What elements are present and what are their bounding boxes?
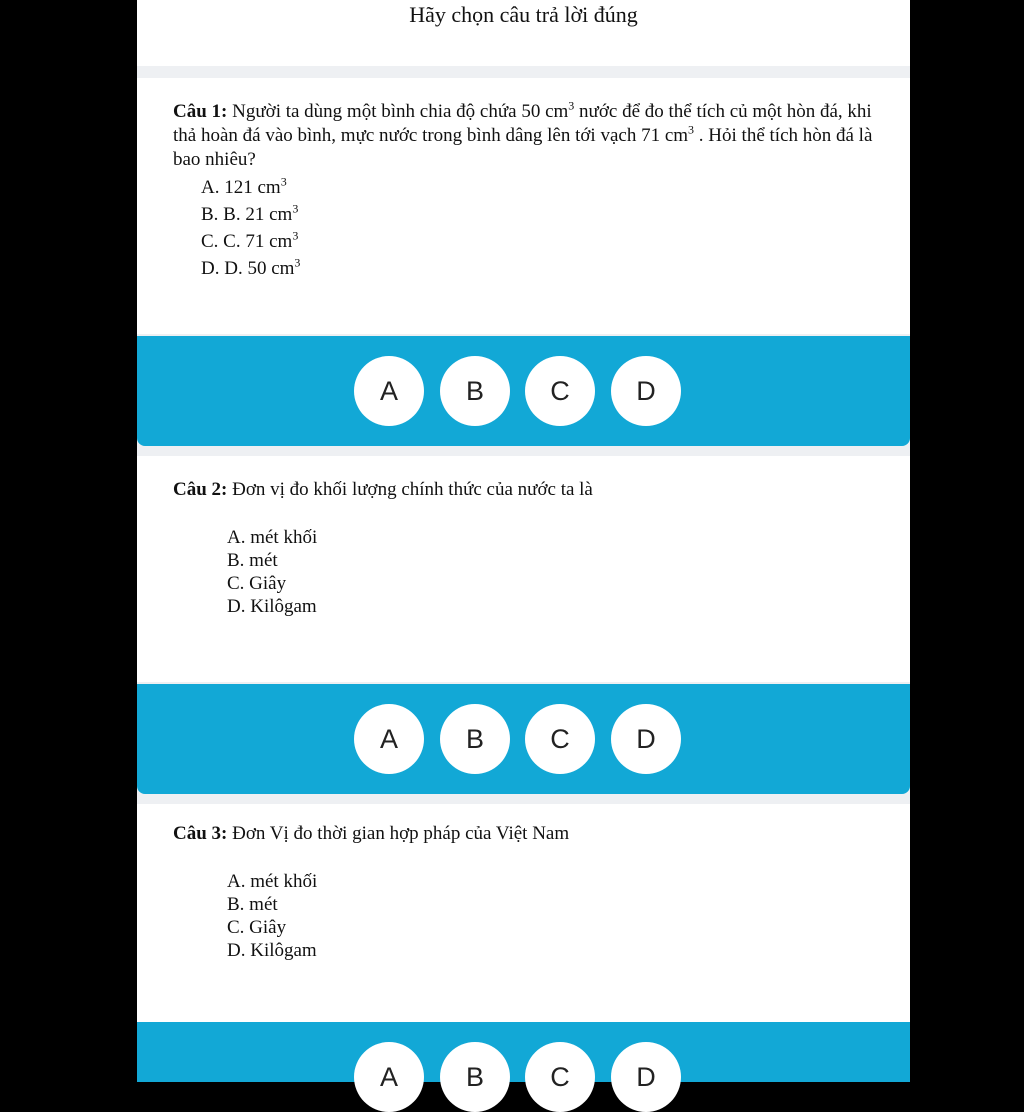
answer-b-button[interactable]: B [440, 704, 510, 774]
question-1-label: Câu 1: [173, 101, 228, 122]
option-item: C. Giây [227, 573, 287, 594]
option-item: D. Kilôgam [227, 940, 317, 961]
option-item: A. mét khối [227, 871, 318, 892]
quiz-page [137, 0, 910, 1092]
answer-d-button[interactable]: D [611, 1042, 681, 1112]
question-2-text: Câu 2: Đơn vị đo khối lượng chính thức của nước ta là [173, 479, 593, 500]
answer-d-button[interactable]: D [611, 356, 681, 426]
option-item: B. mét [227, 550, 278, 571]
answer-d-button[interactable]: D [611, 704, 681, 774]
option-item: A. mét khối [227, 527, 318, 548]
answer-c-button[interactable]: C [525, 1042, 595, 1112]
page-title: Hãy chọn câu trả lời đúng [409, 2, 638, 27]
option-item: C. C. 71 $cm^3$ [201, 228, 299, 252]
question-3-text: Câu 3: Đơn Vị đo thời gian hợp pháp của Việt Nam [173, 823, 570, 844]
option-item: C. Giây [227, 917, 287, 938]
option-item: B. B. 21 $cm^3$ [201, 201, 299, 225]
question-3-options [227, 870, 317, 962]
answer-a-button[interactable]: A [354, 1042, 424, 1112]
answer-a-button[interactable]: A [354, 356, 424, 426]
question-card-2 [137, 456, 910, 682]
question-2-label: Câu 2: [173, 479, 228, 500]
answer-bar-3 [137, 1022, 910, 1092]
question-card-1 [137, 78, 910, 334]
question-3-label: Câu 3: [173, 823, 228, 844]
answer-bar-1 [137, 336, 910, 446]
answer-b-button[interactable]: B [440, 1042, 510, 1112]
question-1-options [201, 174, 300, 282]
option-item: A. 121 $cm^3$ [201, 174, 287, 198]
option-item: B. mét [227, 894, 278, 915]
header-card [137, 0, 910, 66]
answer-b-button[interactable]: B [440, 356, 510, 426]
answer-c-button[interactable]: C [525, 704, 595, 774]
option-item: D. Kilôgam [227, 596, 317, 617]
answer-c-button[interactable]: C [525, 356, 595, 426]
question-card-3 [137, 804, 910, 1022]
option-item: D. D. 50 $cm^3$ [201, 255, 301, 279]
question-2-options [227, 526, 317, 618]
answer-bar-2 [137, 684, 910, 794]
answer-a-button[interactable]: A [354, 704, 424, 774]
question-1-text: Câu 1: Người ta dùng một bình chia độ chứa 50 $cm^3$ nước để đo thể tích củ một hòn đá, khi thả hoàn đá vào bình, mực nước trong bình dâng lên tới vạch 71 $cm^3$ . Hỏi thể tích hòn đá là bao nhiêu? [173, 98, 873, 170]
